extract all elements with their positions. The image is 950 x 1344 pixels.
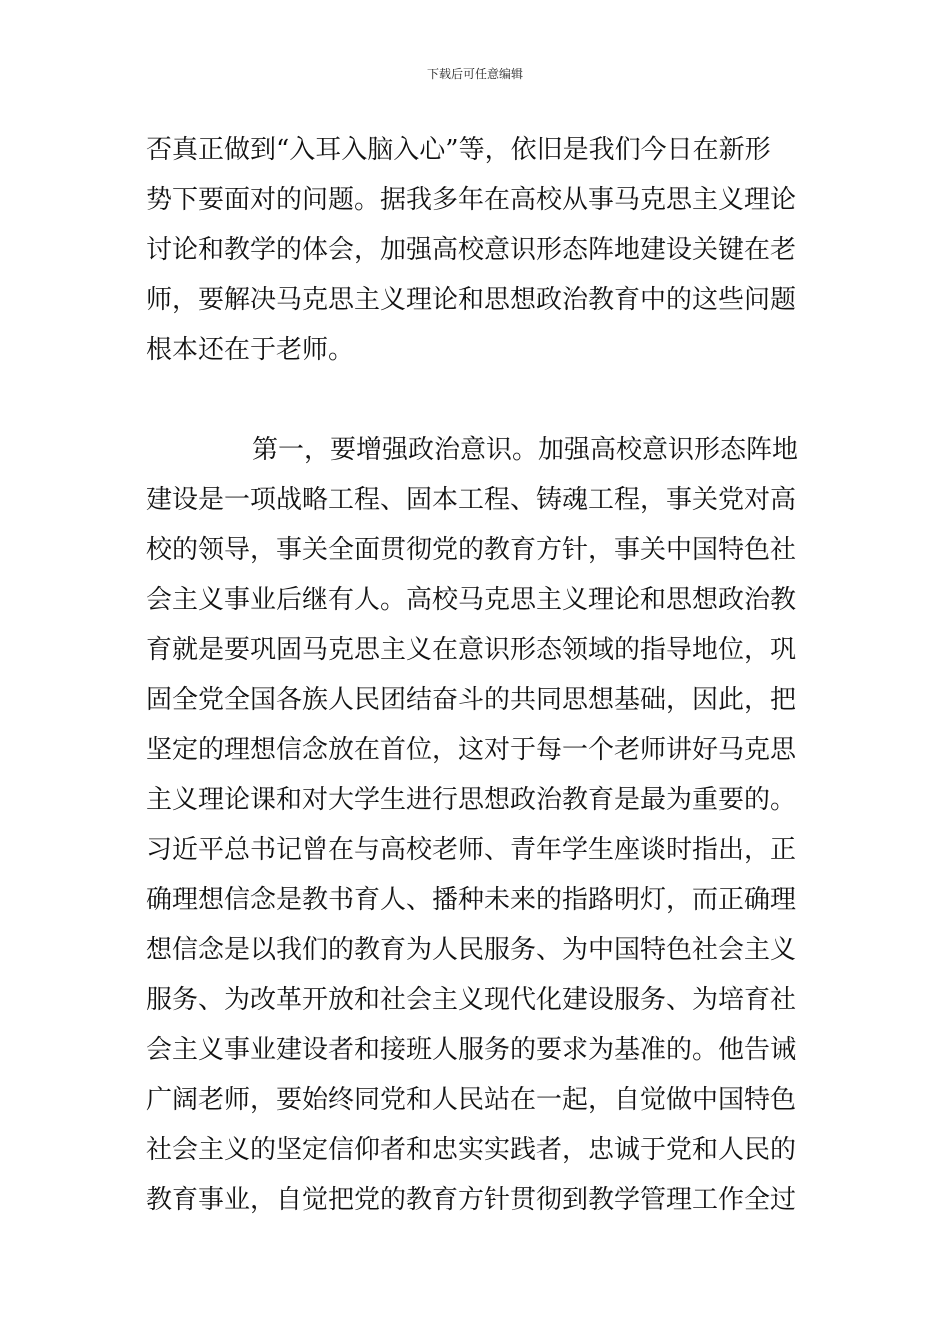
- text-line: 坚定的理想信念放在首位，这对于每一个老师讲好马克思: [146, 735, 797, 765]
- text-line: 想信念是以我们的教育为人民服务、为中国特色社会主义: [146, 935, 797, 965]
- text-line: 会主义事业建设者和接班人服务的要求为基准的。他告诫: [146, 1035, 797, 1065]
- text-line: 建设是一项战略工程、固本工程、铸魂工程，事关党对高: [146, 485, 797, 515]
- paragraph-political-awareness: [146, 425, 806, 1225]
- text-line: 根本还在于老师。: [146, 335, 355, 365]
- text-line: 社会主义的坚定信仰者和忠实实践者，忠诚于党和人民的: [146, 1135, 797, 1165]
- text-line: 否真正做到“入耳入脑入心”等，依旧是我们今日在新形: [146, 135, 771, 165]
- text-line: 势下要面对的问题。据我多年在高校从事马克思主义理论: [146, 185, 797, 215]
- text-line: 师，要解决马克思主义理论和思想政治教育中的这些问题: [146, 285, 797, 315]
- page-header: 下载后可任意编辑: [426, 67, 523, 81]
- text-line: 育就是要巩固马克思主义在意识形态领域的指导地位，巩: [146, 635, 797, 665]
- text-line: 讨论和教学的体会，加强高校意识形态阵地建设关键在老: [146, 235, 797, 265]
- text-line: 习近平总书记曾在与高校老师、青年学生座谈时指出，正: [146, 835, 797, 865]
- text-line: 校的领导，事关全面贯彻党的教育方针，事关中国特色社: [146, 535, 797, 565]
- text-line: 会主义事业后继有人。高校马克思主义理论和思想政治教: [146, 585, 797, 615]
- text-line: 服务、为改革开放和社会主义现代化建设服务、为培育社: [146, 985, 797, 1015]
- text-line-first-indented: 第一，要增强政治意识。加强高校意识形态阵地: [252, 435, 799, 465]
- text-line: 固全党全国各族人民团结奋斗的共同思想基础，因此，把: [146, 685, 797, 715]
- text-line: 确理想信念是教书育人、播种未来的指路明灯，而正确理: [146, 885, 797, 915]
- text-line: 教育事业，自觉把党的教育方针贯彻到教学管理工作全过: [146, 1185, 797, 1215]
- text-line: 广阔老师，要始终同党和人民站在一起，自觉做中国特色: [146, 1085, 797, 1115]
- paragraph-continuation: [146, 125, 806, 375]
- text-line: 主义理论课和对大学生进行思想政治教育是最为重要的。: [146, 785, 797, 815]
